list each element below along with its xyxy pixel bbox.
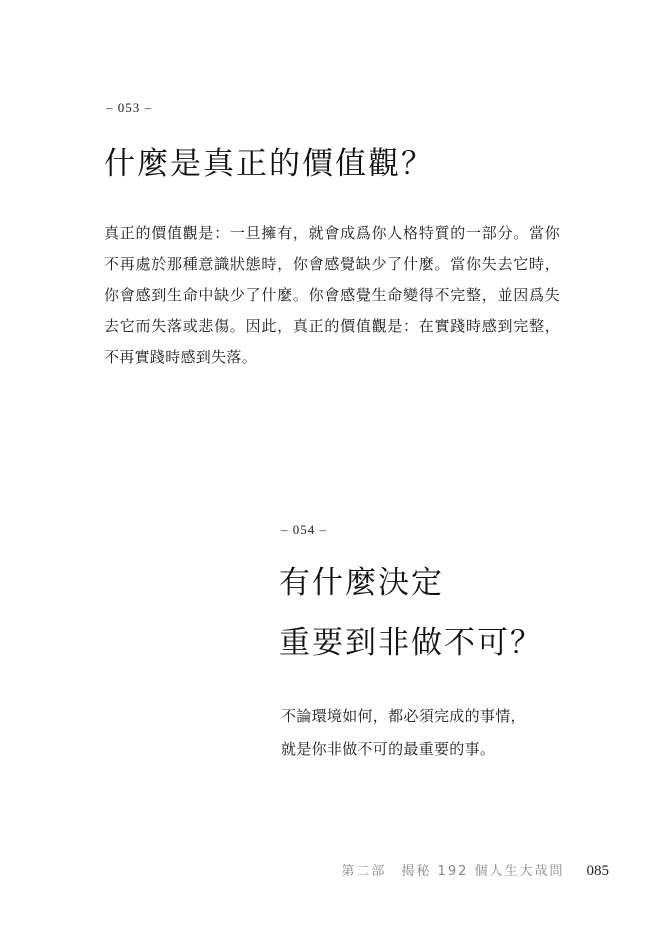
page-number: 085 [586, 863, 609, 879]
question-number: – 054 – [281, 522, 327, 537]
question-number: – 053 – [106, 100, 152, 115]
question-title-line-1: 有什麼決定 [279, 565, 444, 601]
answer-paragraph: 真正的價值觀是：一旦擁有，就會成爲你人格特質的一部分。當你不再處於那種意識狀態時，你會感覺缺少了什麼。當你失去它時，你會感到生命中缺少了什麼。你會感覺生命變得不完整，並因爲失去它而失落或悲傷。因此，真正的價值觀是：在實踐時感到完整，不再實踐時感到失落。 [104, 224, 560, 366]
page-footer [341, 860, 609, 880]
answer-line-1: 不論環境如何，都必須完成的事情， [281, 707, 526, 725]
answer-line-2: 就是你非做不可的最重要的事。 [281, 740, 496, 758]
answer-paragraph [281, 700, 581, 766]
running-footer-title: 第二部 揭秘 192 個人生大哉問 [341, 864, 565, 879]
question-title-line-2: 重要到非做不可？ [279, 625, 543, 661]
question-title: 什麼是真正的價值觀？ [104, 146, 434, 182]
